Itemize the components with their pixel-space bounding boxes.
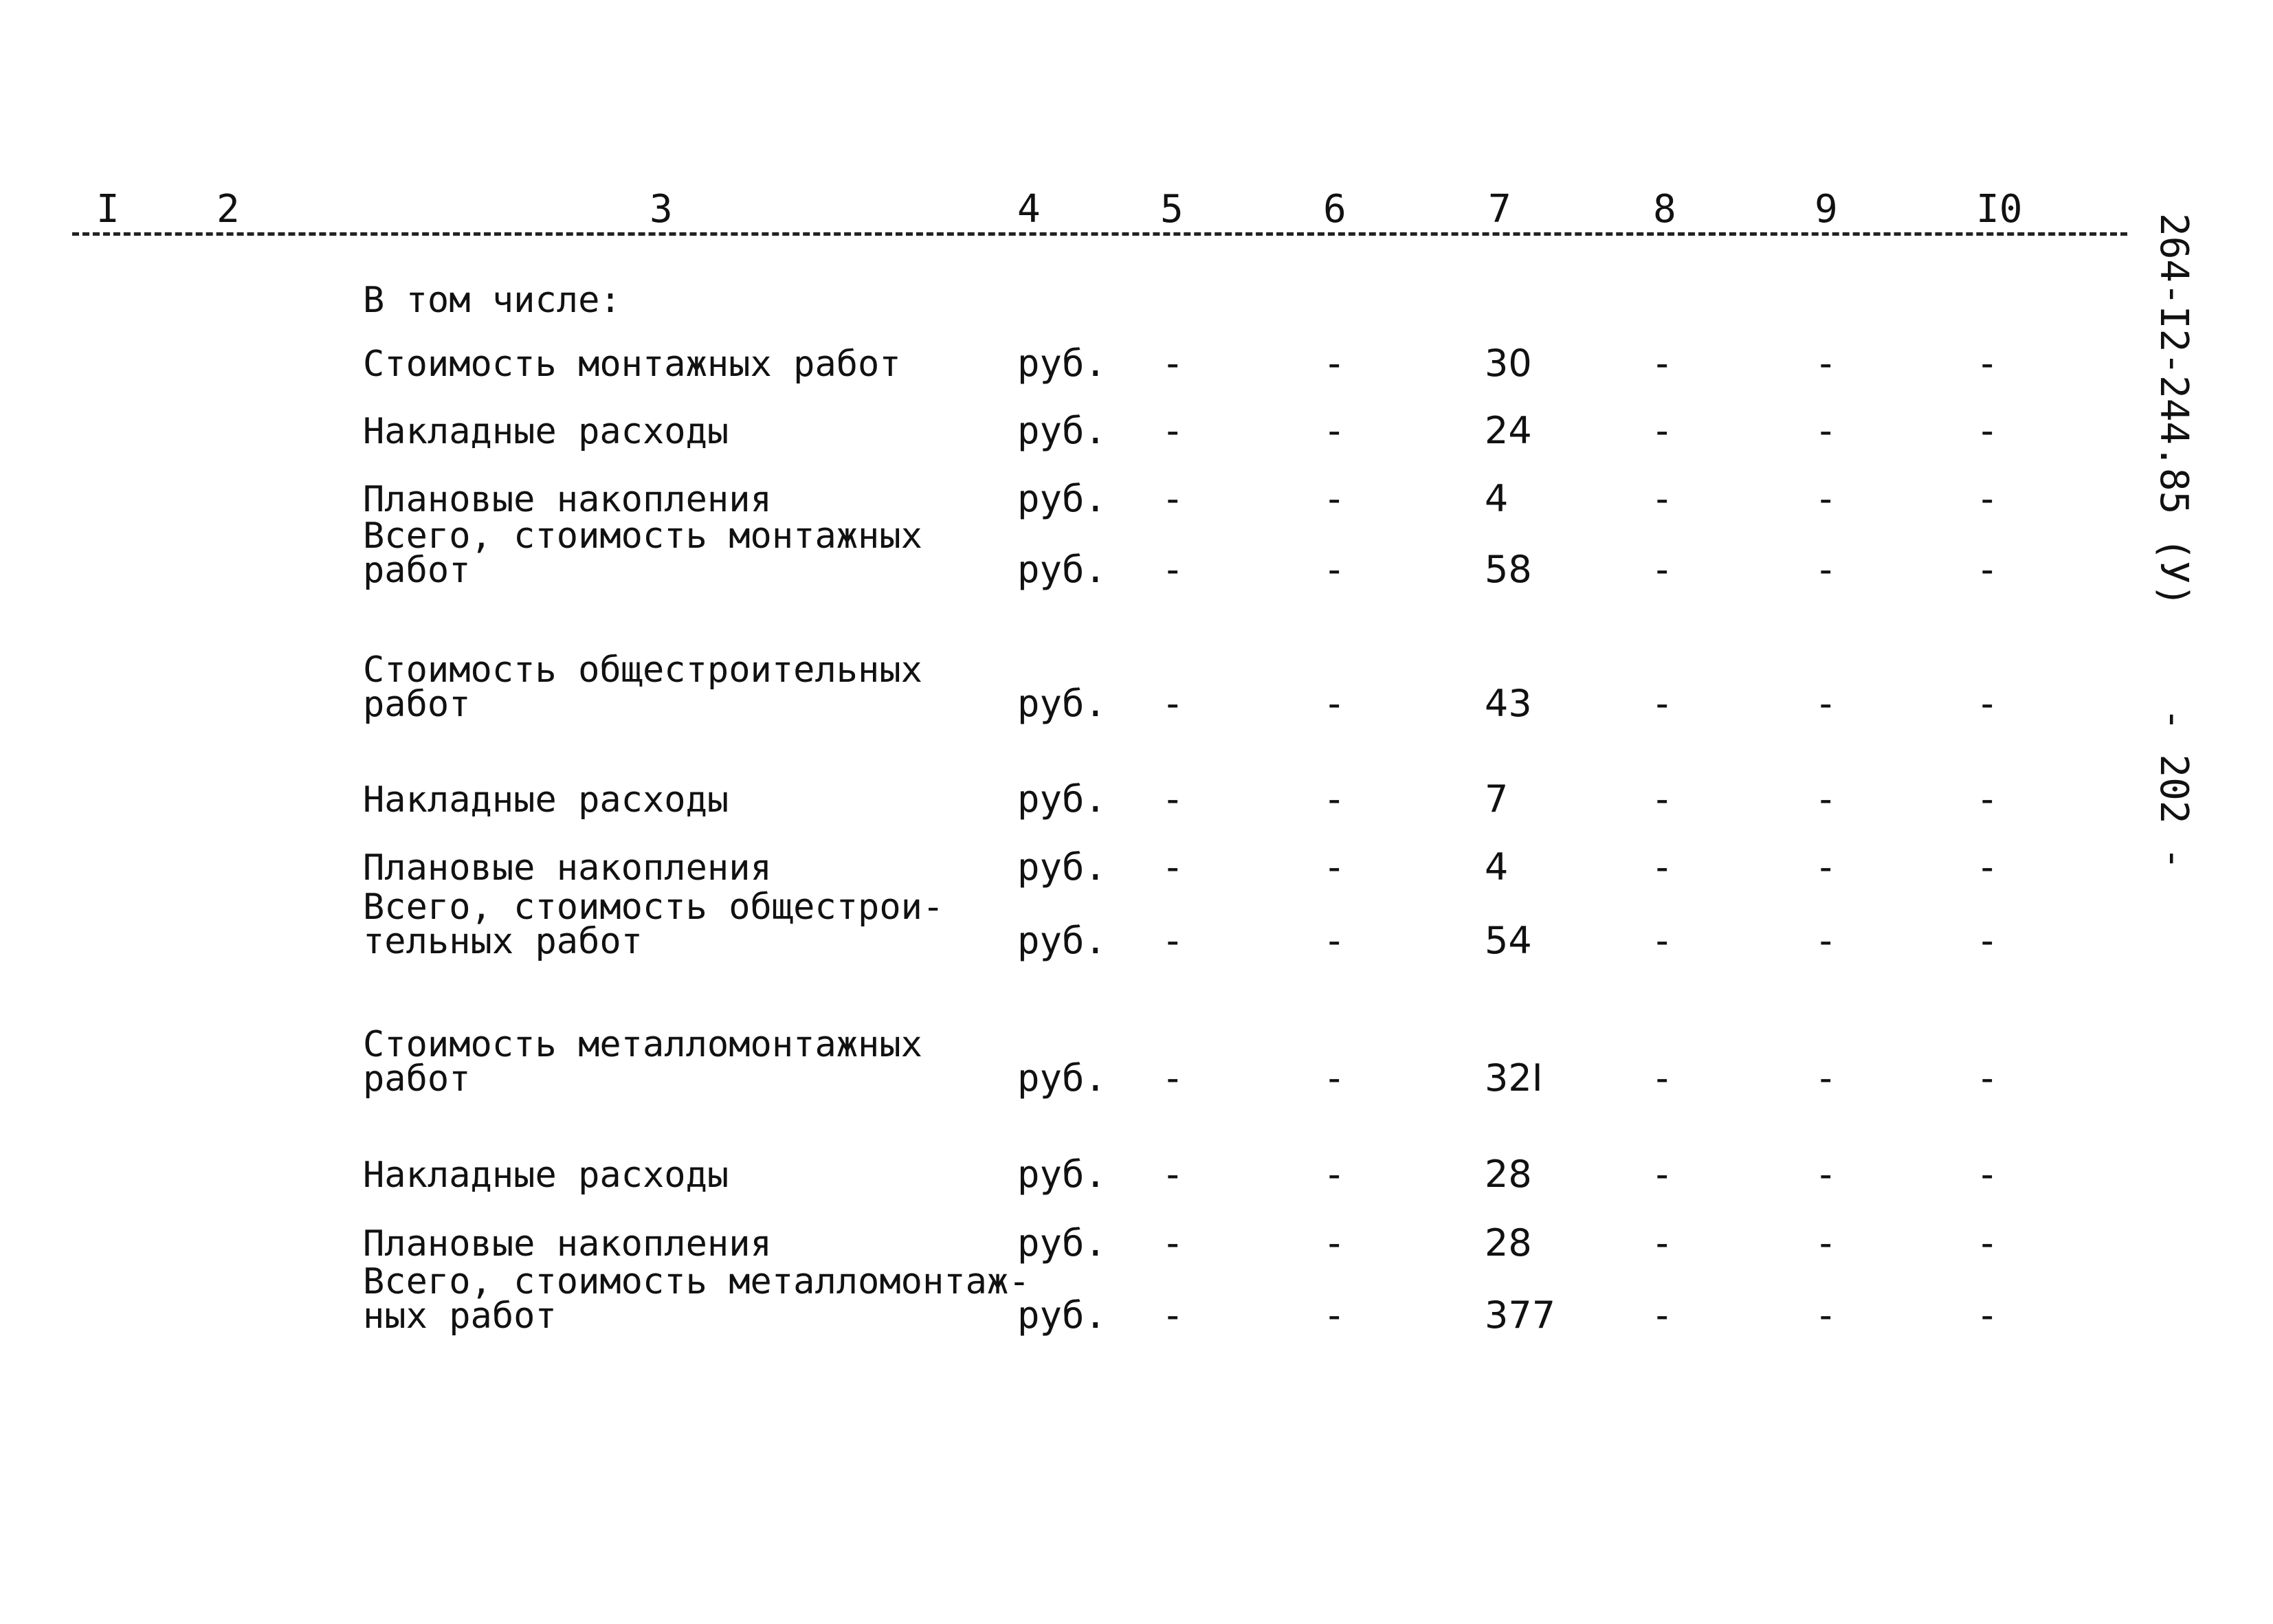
- column-header-7: 7: [1488, 187, 1511, 232]
- row-label: Плановые накопления: [363, 847, 772, 889]
- row-value-c6: -: [1323, 777, 1346, 821]
- row-unit: руб.: [1017, 919, 1107, 962]
- row-value-c10: -: [1976, 477, 1999, 520]
- column-header-1: I: [96, 187, 120, 232]
- row-label: Всего, стоимость металломонтаж-: [363, 1261, 1030, 1302]
- row-label: Плановые накопления: [363, 479, 772, 520]
- row-label: тельных работ: [363, 921, 643, 962]
- page-number: - 202 -: [2151, 708, 2196, 871]
- column-header-5: 5: [1160, 187, 1184, 232]
- row-value-c9: -: [1815, 682, 1837, 725]
- row-value-c8: -: [1651, 1221, 1674, 1265]
- row-unit: руб.: [1017, 1056, 1107, 1100]
- row-value-c6: -: [1323, 409, 1346, 452]
- row-value-c9: -: [1815, 1153, 1837, 1196]
- column-header-8: 8: [1653, 187, 1676, 232]
- row-value-c9: -: [1815, 1056, 1837, 1100]
- row-label: Стоимость металломонтажных: [363, 1024, 922, 1065]
- row-value-c6: -: [1323, 682, 1346, 725]
- row-value-c7: 4: [1485, 845, 1509, 889]
- row-value-c7: 43: [1485, 682, 1532, 725]
- row-value-c7: 28: [1485, 1153, 1532, 1196]
- row-unit: руб.: [1017, 1293, 1107, 1337]
- row-value-c5: -: [1162, 777, 1184, 821]
- row-value-c6: -: [1323, 1293, 1346, 1337]
- row-unit: руб.: [1017, 777, 1107, 821]
- row-unit: руб.: [1017, 477, 1107, 520]
- row-unit: руб.: [1017, 1153, 1107, 1196]
- row-unit: руб.: [1017, 548, 1107, 591]
- row-label: Всего, стоимость монтажных: [363, 515, 922, 557]
- row-value-c7: 4: [1485, 477, 1509, 520]
- row-value-c5: -: [1162, 919, 1184, 962]
- row-value-c9: -: [1815, 1221, 1837, 1265]
- row-label: работ: [363, 1058, 471, 1100]
- row-label: работ: [363, 550, 471, 591]
- row-value-c9: -: [1815, 1293, 1837, 1337]
- row-value-c7: 58: [1485, 548, 1532, 591]
- row-label: Накладные расходы: [363, 779, 729, 821]
- row-value-c5: -: [1162, 1056, 1184, 1100]
- row-value-c7: 32I: [1485, 1056, 1543, 1100]
- row-value-c5: -: [1162, 1153, 1184, 1196]
- row-value-c7: 28: [1485, 1221, 1532, 1265]
- row-value-c8: -: [1651, 845, 1674, 889]
- document-code: 264-I2-244.85 (У): [2151, 213, 2196, 608]
- row-value-c5: -: [1162, 548, 1184, 591]
- row-value-c6: -: [1323, 342, 1346, 385]
- row-value-c7: 24: [1485, 409, 1532, 452]
- row-value-c9: -: [1815, 342, 1837, 385]
- column-header-10: I0: [1976, 187, 2023, 232]
- row-value-c7: 54: [1485, 919, 1532, 962]
- row-value-c10: -: [1976, 342, 1999, 385]
- row-value-c5: -: [1162, 1221, 1184, 1265]
- row-value-c10: -: [1976, 777, 1999, 821]
- row-value-c6: -: [1323, 1153, 1346, 1196]
- column-header-9: 9: [1815, 187, 1838, 232]
- row-value-c5: -: [1162, 342, 1184, 385]
- row-value-c7: 377: [1485, 1293, 1556, 1337]
- intro-text: В том числе:: [363, 280, 621, 321]
- row-value-c9: -: [1815, 548, 1837, 591]
- row-value-c6: -: [1323, 477, 1346, 520]
- row-unit: руб.: [1017, 342, 1107, 385]
- row-label: работ: [363, 684, 471, 725]
- row-value-c10: -: [1976, 1221, 1999, 1265]
- header-dashed-rule: [72, 232, 2127, 236]
- column-header-4: 4: [1017, 187, 1041, 232]
- row-unit: руб.: [1017, 682, 1107, 725]
- row-label: ных работ: [363, 1295, 557, 1337]
- column-header-2: 2: [217, 187, 240, 232]
- row-label: Всего, стоимость общестрои-: [363, 887, 944, 928]
- row-value-c8: -: [1651, 682, 1674, 725]
- row-value-c8: -: [1651, 477, 1674, 520]
- row-value-c7: 7: [1485, 777, 1509, 821]
- row-value-c5: -: [1162, 477, 1184, 520]
- row-value-c8: -: [1651, 342, 1674, 385]
- row-value-c6: -: [1323, 919, 1346, 962]
- column-header-6: 6: [1323, 187, 1346, 232]
- row-label: Стоимость монтажных работ: [363, 344, 901, 385]
- row-value-c8: -: [1651, 1153, 1674, 1196]
- row-value-c8: -: [1651, 777, 1674, 821]
- row-label: Накладные расходы: [363, 1155, 729, 1196]
- row-value-c9: -: [1815, 777, 1837, 821]
- row-value-c10: -: [1976, 1153, 1999, 1196]
- row-value-c9: -: [1815, 409, 1837, 452]
- row-value-c5: -: [1162, 1293, 1184, 1337]
- row-value-c5: -: [1162, 682, 1184, 725]
- row-value-c8: -: [1651, 409, 1674, 452]
- row-value-c5: -: [1162, 409, 1184, 452]
- row-value-c9: -: [1815, 477, 1837, 520]
- row-label: Накладные расходы: [363, 411, 729, 452]
- row-value-c10: -: [1976, 1056, 1999, 1100]
- row-label: Стоимость общестроительных: [363, 649, 922, 691]
- row-value-c10: -: [1976, 409, 1999, 452]
- row-value-c8: -: [1651, 1056, 1674, 1100]
- row-value-c10: -: [1976, 682, 1999, 725]
- row-value-c10: -: [1976, 1293, 1999, 1337]
- row-value-c9: -: [1815, 845, 1837, 889]
- row-value-c7: 30: [1485, 342, 1532, 385]
- row-unit: руб.: [1017, 409, 1107, 452]
- row-value-c10: -: [1976, 919, 1999, 962]
- row-value-c6: -: [1323, 548, 1346, 591]
- row-value-c8: -: [1651, 1293, 1674, 1337]
- row-value-c10: -: [1976, 548, 1999, 591]
- row-value-c10: -: [1976, 845, 1999, 889]
- row-unit: руб.: [1017, 1221, 1107, 1265]
- row-value-c8: -: [1651, 919, 1674, 962]
- row-value-c6: -: [1323, 845, 1346, 889]
- row-unit: руб.: [1017, 845, 1107, 889]
- row-value-c8: -: [1651, 548, 1674, 591]
- row-value-c9: -: [1815, 919, 1837, 962]
- row-value-c6: -: [1323, 1221, 1346, 1265]
- row-label: Плановые накопления: [363, 1223, 772, 1265]
- row-value-c5: -: [1162, 845, 1184, 889]
- column-header-3: 3: [650, 187, 673, 232]
- row-value-c6: -: [1323, 1056, 1346, 1100]
